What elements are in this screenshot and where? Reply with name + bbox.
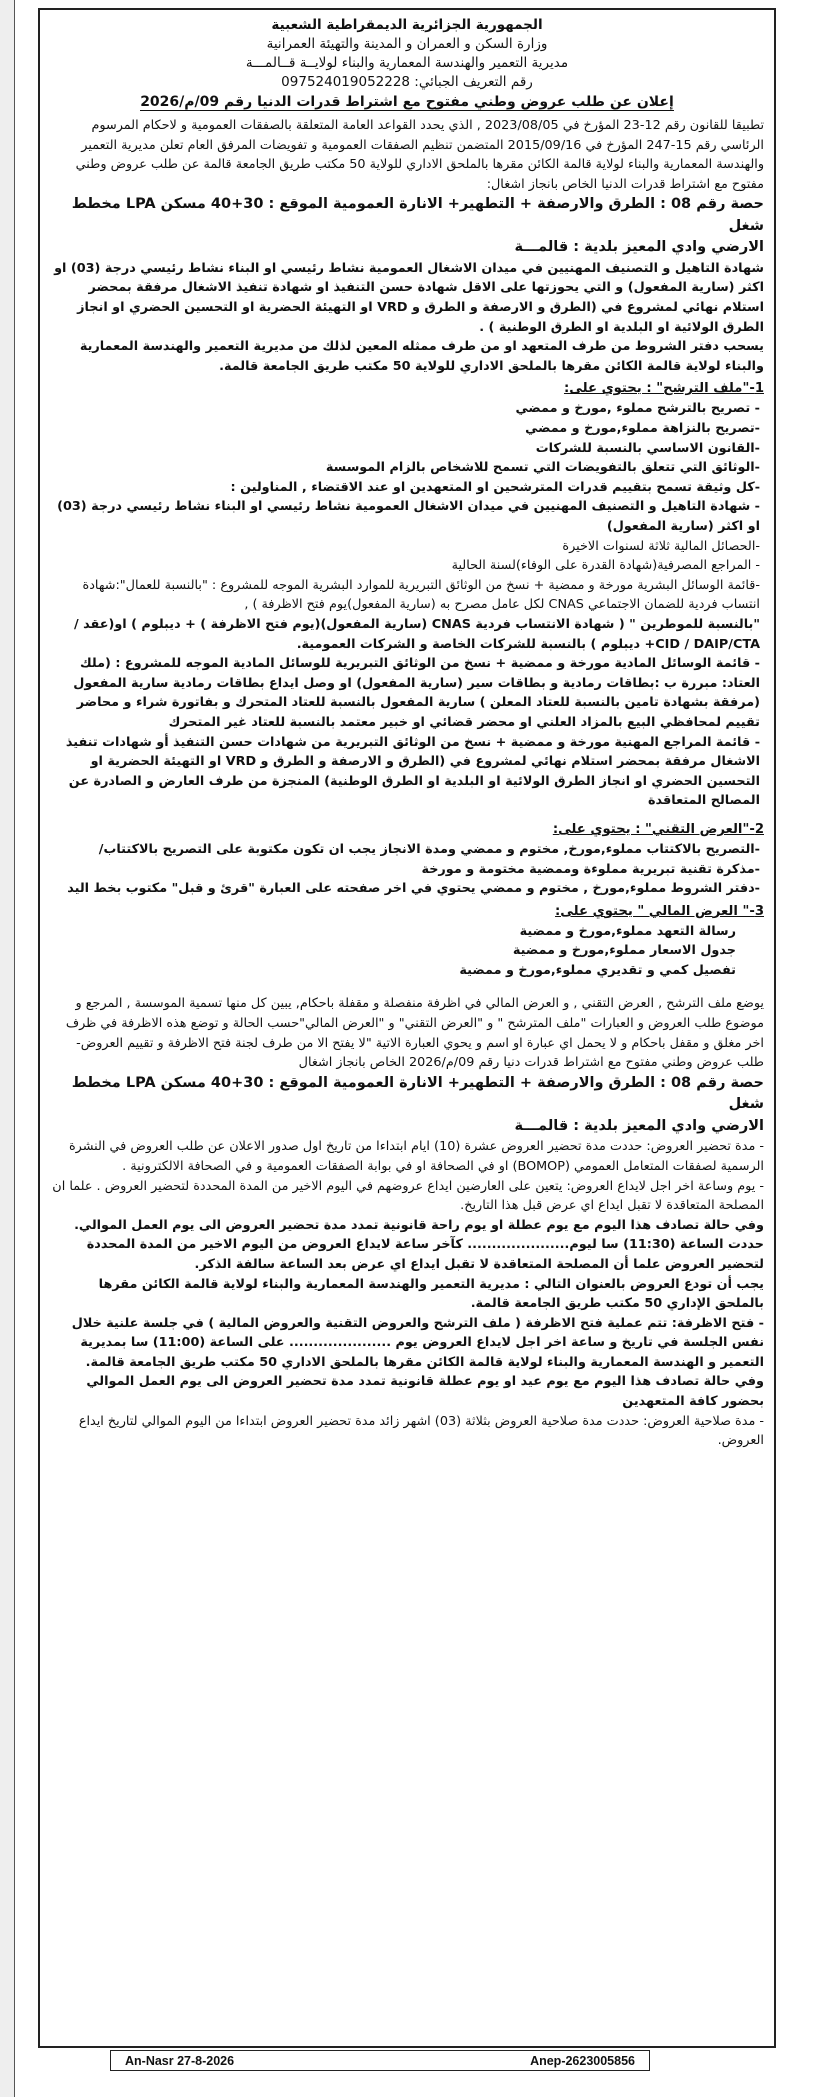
newspaper-ref: An-Nasr 27-8-2026: [125, 2053, 235, 2068]
section3-item: جدول الاسعار مملوء,مورخ و ممضية: [512, 943, 736, 959]
section2-item: -دفتر الشروط مملوء,مورخ , مختوم و ممضي يحتوي في اخر صفحته على العبارة "قرئ و قبل" مكتوب بخط اليد: [67, 881, 760, 897]
section3-item: تفصيل كمي و تقديري مملوء,مورخ و ممضية: [459, 962, 736, 978]
republic-header: الجمهورية الجزائرية الديمقراطية الشعبية: [271, 17, 543, 33]
section1-title: 1-"ملف الترشح" : يحتوي على:: [563, 381, 764, 397]
section1-item: - قائمة الوسائل المادية مورخة و ممضية + نسخ من الوثائق التبريرية للوسائل المادية الموجه للمشروع : (ملك العتاد: مبررة ب :بطاقات رمادية و بطاقات سير (سارية المفعول) او وصل ايداع بطاقات رمادية سارية المفعول (مرفقة بشهادة تامين بالنسبة للعتاد المعلن ) سارية المفعول بالنسبة للعتاد المتحرك و بفاتورة شراء و محاضر تقييم لمحافظي البيع بالمزاد العلني او محضر قضائي او خبير معتمد بالنسبة للعتاد غير المتحرك: [73, 656, 760, 730]
closing-bullet: - يوم وساعة اخر اجل لايداع العروض: يتعين على العارضين ايداع عروضهم في اليوم الاخير من المدة المحددة لتحضير العروض . علما ان المصلحة المتعاقدة لا تقبل ايداع اي عرض قبل هذا التاريخ.: [52, 1178, 764, 1214]
tax-id: رقم التعريف الجبائي: 097524019052228: [281, 74, 533, 90]
intro-paragraph: تطبيقا للقانون رقم 12-23 المؤرخ في 2023/08/05 , الذي يحدد القواعد العامة المتعلقة بالصفقات العمومية و لاحكام المرسوم الرئاسي رقم 15-247 المؤرخ في 2015/09/16 المتضمن تنظيم الصفقات العمومية و تفويضات المرفق العام تعلن مديرية التعمير والهندسة المعمارية والبناء لولاية قالمة الكائن مقرها بالملحق الاداري للولاية 50 مكتب طريق الجامعة قالمة عن طلب عروض وطني مفتوح مع اشتراط قدرات الدنيا الخاص بانجاز اشغال:: [75, 118, 764, 192]
lot-line-1-repeat: حصة رقم 08 : الطرق والارصفة + التطهير+ الانارة العمومية الموقع : 30+40 مسكن LPA مخطط شغل: [71, 1074, 764, 1113]
closing-bullet: وفي حالة تصادف هذا اليوم مع يوم عطلة او يوم راحة قانونية تمدد مدة تحضير العروض الى يوم العمل الموالي.: [74, 1217, 764, 1233]
closing-bullet: - مدة صلاحية العروض: حددت مدة صلاحية العروض بثلاثة (03) اشهر زائد مدة تحضير العروض ابتداءا من اليوم الموالي لتاريخ ايداع العروض.: [78, 1413, 764, 1449]
lot-line-2: الارضي وادي المعيز بلدية : قالمـــة: [514, 239, 764, 256]
ministry-header: وزارة السكن و العمران و المدينة والتهيئة العمرانية: [266, 36, 548, 52]
anep-ref: Anep-2623005856: [530, 2053, 635, 2068]
envelope-instructions: يوضع ملف الترشح , العرض التقني , و العرض المالي في اظرفة منفصلة و مقفلة باحكام, يبين كل منها تسمية الموسسة , المرجع و موضوع طلب العروض و العبارات "ملف المترشح " و "العرض التقني" و "العرض المالي"حسب الحالة و توضع هذه الاظرفة في ظرف اخر مغلق و مقفل باحكام و لا يحمل اي عبارة او اسم و يحوي العبارة الاتية "لا يفتح الا من طرف لجنة فتح الاظرفة و تقييم العروض- طلب عروض وطني مفتوح مع اشتراط قدرات دنيا رقم 09/م/2026 الخاص بانجاز اشغال: [65, 996, 764, 1071]
lot-line-1: حصة رقم 08 : الطرق والارصفة + التطهير+ الانارة العمومية الموقع : 30+40 مسكن LPA مخطط شغل: [71, 196, 764, 234]
publication-footer: [110, 2050, 650, 2071]
qualification-paragraph: شهادة التاهيل و التصنيف المهنيين في ميدان الاشغال العمومية نشاط رئيسي او البناء نشاط رئيسي درجة (03) او اكثر (سارية المفعول) و التي يحوزتها على الاقل شهادة حسن التنفيذ او شهادة تنفيذ الاشغال مرفقة بمحضر استلام نهائي لمشروع في (الطرق و الارصفة و الطرق و VRD او التهيئة الحضرية او التحسين الحضري او انجاز الطرق الولائية او البلدية او الطرق الوطنية ) .: [54, 260, 764, 335]
section3-title: 3-" العرض المالي " يحتوي على:: [555, 903, 764, 919]
section2-item: -مذكرة تقنية تبريرية مملوءة وممضية مختومة و مورخة: [421, 861, 760, 877]
specifications-paragraph: يسحب دفتر الشروط من طرف المتعهد او من طرف ممثله المعين لذلك من مديرية التعمير والهندسة المعمارية والبناء لولاية قالمة الكائن مقرها بالملحق الاداري للولاية 50 مكتب طريق الجامعة قالمة.: [79, 339, 764, 374]
section1-item: -القانون الاساسي بالنسبة للشركات: [535, 440, 760, 456]
section1-item: - تصريح بالترشح مملوء ,مورخ و ممضي: [515, 401, 760, 417]
section1-item: -تصريح بالنزاهة مملوء,مورخ و ممضي: [525, 421, 760, 437]
section3-item: رسالة التعهد مملوء,مورخ و ممضية: [519, 923, 736, 939]
notice-subject: [50, 93, 764, 112]
closing-bullet: - فتح الاظرفة: تتم عملية فتح الاظرفة ( ملف الترشح والعروض التقنية والعروض المالية ) في جلسة علنية خلال نفس الجلسة في تاريخ و ساعة اخر اجل لايداع العروض يوم ..................... على الساعة (11:00) سا بمديرية التعمير و الهندسة المعمارية والبناء لولاية قالمة الكائن مقرها بالملحق الاداري 50 مكتب طريق الجامعة قالمة.: [71, 1315, 764, 1370]
directorate-header: مديرية التعمير والهندسة المعمارية والبناء لولايــة قــالمـــة: [245, 55, 569, 71]
section1-item: "بالنسبة للموطرين " ( شهادة الانتساب فردية CNAS (سارية المفعول)(يوم فتح الاظرفة ) + ديبلوم ) او(عقد / CID / DAIP/CTA+ ديبلوم ) بالنسبة للشركات الخاصة و الشركات العمومية.: [74, 616, 760, 652]
section1-item: - شهادة التاهيل و التصنيف المهنيين في ميدان الاشغال العمومية نشاط رئيسي او البناء نشاط رئيسي درجة (03) او اكثر (سارية المفعول): [57, 499, 760, 534]
section2-title: 2-"العرض التقني" : يحتوي على:: [552, 821, 764, 837]
section1-item: -الوثائق التي تتعلق بالتفويضات التي تسمح للاشخاص بالزام الموسسة: [325, 460, 760, 476]
section1-item: -كل وثيقة تسمح بتقييم قدرات المترشحين او المتعهدين او عند الاقتضاء , المناولين :: [230, 479, 760, 495]
section2-item: -التصريح بالاكتتاب مملوء,مورخ, مختوم و ممضي ومدة الانجاز يجب ان تكون مكتوبة على التصريح بالاكتتاب/: [98, 841, 760, 857]
closing-bullet: وفي حالة تصادف هذا اليوم مع يوم عيد او يوم عطلة قانونية تمدد مدة تحضير العروض الى يوم العمل الموالي بحضور كافة المتعهدين: [86, 1374, 764, 1410]
section1-item: - قائمة المراجع المهنية مورخة و ممضية + نسخ من الوثائق التبريرية من شهادات حسن التنفيذ أو شهادات تنفيذ الاشغال مرفقة بمحضر استلام نهائي لمشروع في (الطرق و الارصفة و الطرق و VRD او التهيئة الحضرية او التحسين الحضري او انجاز الطرق الولائية او البلدية او الطرق الوطنية) المنجزة من طرف العارض و الصادرة عن المصالح المتعاقدة: [65, 734, 760, 809]
notice-subject-text: إعلان عن طلب عروض وطني مفتوح مع اشتراط قدرات الدنيا رقم 09/م/2026: [140, 94, 674, 110]
notice-body: [50, 16, 764, 2040]
section1-item: -قائمة الوسائل البشرية مورخة و ممضية + نسخ من الوثائق التبريرية للموارد البشرية الموجه للمشروع : "بالنسبة للعمال":شهادة انتساب فردية للضمان الاجتماعي CNAS لكل عامل مصرح به (سارية المفعول)يوم فتح الاظرفة ) ,: [82, 577, 760, 613]
lot-line-2-repeat: الارضي وادي المعيز بلدية : قالمـــة: [514, 1117, 764, 1134]
section1-item: -الحصائل المالية ثلاثة لسنوات الاخيرة: [562, 538, 760, 554]
closing-bullet: - مدة تحضير العروض: حددت مدة تحضير العروض عشرة (10) ايام ابتداءا من تاريخ اول صدور الاعلان عن طلب العروض في النشرة الرسمية لصفقات المتعامل العمومي (BOMOP) او في الصحافة او في بوابة الصفقات العمومية و في الصحافة الالكترونية .: [68, 1139, 764, 1174]
closing-bullet: حددت الساعة (11:30) سا ليوم..................... كآخر ساعة لايداع العروض من اليوم الاخير من المدة المحددة لتحضير العروض علما أن المصلحة المتعاقدة لا تقبل ايداع اي عرض بعد الساعة سالفة الذكر.: [86, 1237, 764, 1272]
page-edge-strip: [0, 0, 15, 2097]
section1-item: - المراجع المصرفية(شهادة القدرة على الوفاء)لسنة الحالية: [451, 558, 760, 574]
notice-frame: [38, 8, 776, 2048]
closing-bullet: يجب أن تودع العروض بالعنوان التالي : مديرية التعمير والهندسة المعمارية والبناء لولاية قالمة الكائن مقرها بالملحق الإداري 50 مكتب طريق الجامعة قالمة.: [98, 1276, 764, 1312]
